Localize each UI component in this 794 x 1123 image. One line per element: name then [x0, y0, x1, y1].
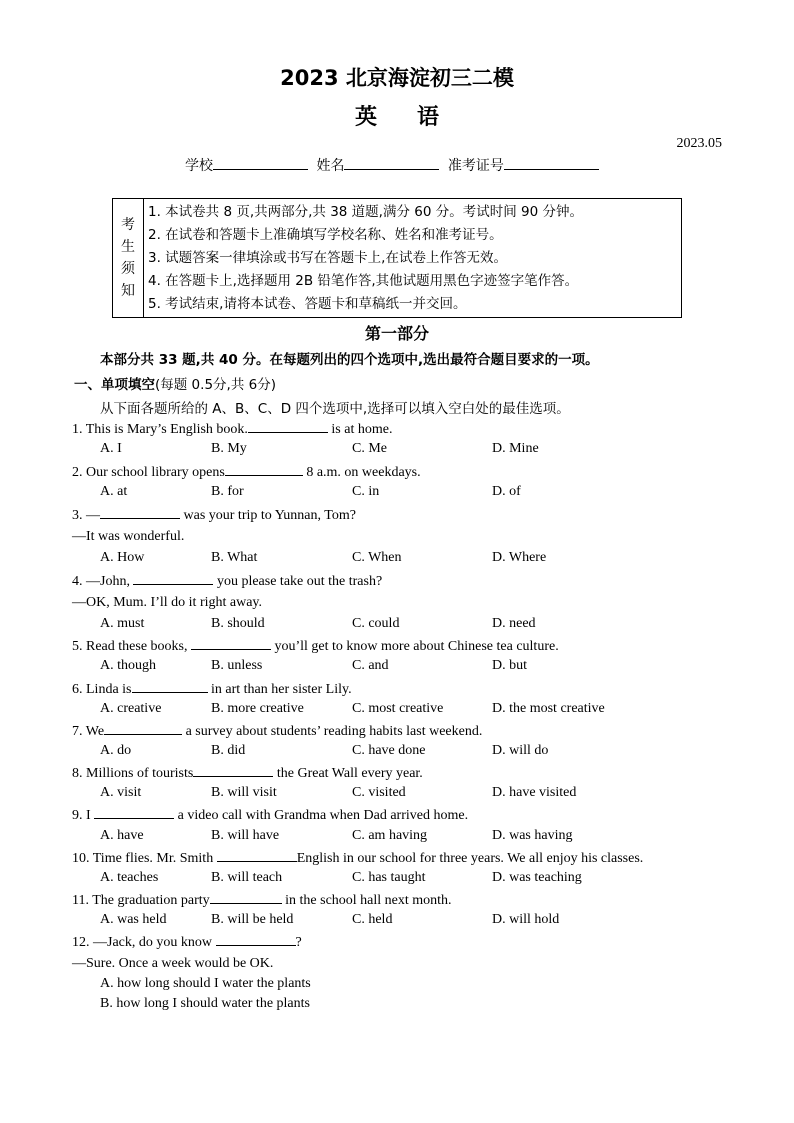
answer-blank [191, 637, 271, 650]
exam-date: 2023.05 [676, 136, 722, 151]
question-stem: 6. Linda is in art than her sister Lily. [72, 682, 352, 697]
answer-blank [216, 933, 296, 946]
notice-item: 1. 本试卷共 8 页,共两部分,共 38 道题,满分 60 分。考试时间 90 分钟。 [148, 204, 583, 220]
answer-option: C. have done [352, 743, 426, 758]
answer-blank [104, 722, 182, 735]
notice-items [144, 199, 681, 317]
answer-option: D. the most creative [492, 701, 605, 716]
question-stem: 8. Millions of tourists the Great Wall every year. [72, 766, 423, 781]
answer-option: A. was held [100, 912, 167, 927]
answer-option: A. How [100, 550, 145, 565]
answer-option: D. Mine [492, 441, 539, 456]
section-title: 一、单项填空(每题 0.5分,共 6分) [74, 377, 276, 393]
answer-option: D. will hold [492, 912, 560, 927]
answer-option: A. teaches [100, 870, 159, 885]
answer-option: B. more creative [211, 701, 304, 716]
answer-option: D. was having [492, 828, 573, 843]
part-intro: 本部分共 33 题,共 40 分。在每题列出的四个选项中,选出最符合题目要求的一项。 [100, 352, 599, 368]
notice-label: 考 生 须 知 [113, 199, 144, 317]
question-stem: 7. We a survey about students’ reading habits last weekend. [72, 724, 483, 739]
answer-blank [132, 680, 208, 693]
question-stem: 2. Our school library opens 8 a.m. on weekdays. [72, 465, 421, 480]
question-stem: 10. Time flies. Mr. Smith English in our school for three years. We all enjoy his classes. [72, 851, 644, 866]
answer-option: A. have [100, 828, 144, 843]
answer-option: B. will have [211, 828, 280, 843]
answer-option: B. will visit [211, 785, 277, 800]
answer-option: C. held [352, 912, 393, 927]
answer-option: C. When [352, 550, 402, 565]
notice-item: 4. 在答题卡上,选择题用 2B 铅笔作答,其他试题用黑色字迹签字笔作答。 [148, 273, 579, 289]
question-response: —It was wonderful. [72, 529, 185, 544]
answer-option: D. will do [492, 743, 549, 758]
answer-option: A. visit [100, 785, 142, 800]
answer-option: C. Me [352, 441, 387, 456]
question-response: —Sure. Once a week would be OK. [72, 956, 274, 971]
answer-blank [94, 806, 174, 819]
student-info-line [185, 155, 603, 175]
question-stem: 3. — was your trip to Yunnan, Tom? [72, 508, 356, 523]
answer-option: B. unless [211, 658, 263, 673]
answer-option: A. at [100, 484, 128, 499]
subject-title: 英语 [354, 105, 479, 130]
answer-option: B. will be held [211, 912, 294, 927]
notice-item: 2. 在试卷和答题卡上准确填写学校名称、姓名和准考证号。 [148, 227, 503, 243]
part-heading: 第一部分 [364, 324, 429, 343]
answer-blank [210, 891, 282, 904]
answer-option: A. creative [100, 701, 162, 716]
answer-option: D. have visited [492, 785, 577, 800]
answer-option: D. of [492, 484, 521, 499]
answer-option: D. Where [492, 550, 547, 565]
answer-option: A. I [100, 441, 122, 456]
answer-option: D. but [492, 658, 527, 673]
answer-option: B. What [211, 550, 258, 565]
exam-notice-box [112, 198, 682, 318]
answer-option: B. for [211, 484, 244, 499]
question-stem: 11. The graduation party in the school hall next month. [72, 893, 452, 908]
answer-option: C. in [352, 484, 380, 499]
answer-option: C. am having [352, 828, 428, 843]
question-stem: 5. Read these books, you’ll get to know more about Chinese tea culture. [72, 639, 559, 654]
school-blank [213, 155, 308, 170]
name-label: 姓名 [316, 158, 345, 174]
answer-option: B. how long I should water the plants [100, 996, 310, 1011]
answer-blank [225, 463, 303, 476]
answer-option: C. has taught [352, 870, 426, 885]
answer-option: D. need [492, 616, 536, 631]
notice-item: 3. 试题答案一律填涂或书写在答题卡上,在试卷上作答无效。 [148, 250, 507, 266]
answer-option: A. how long should I water the plants [100, 976, 311, 991]
answer-option: A. do [100, 743, 132, 758]
question-stem: 12. —Jack, do you know ? [72, 935, 302, 950]
answer-option: C. visited [352, 785, 406, 800]
answer-option: A. must [100, 616, 145, 631]
answer-blank [133, 572, 213, 585]
exam-title: 2023 北京海淀初三二模 [280, 66, 514, 90]
question-stem: 1. This is Mary’s English book. is at home. [72, 422, 393, 437]
answer-option: B. did [211, 743, 246, 758]
id-blank [504, 155, 599, 170]
answer-option: B. will teach [211, 870, 283, 885]
answer-blank [217, 849, 297, 862]
question-stem: 4. —John, you please take out the trash? [72, 574, 383, 589]
answer-blank [248, 420, 328, 433]
id-label: 准考证号 [447, 158, 504, 174]
school-label: 学校 [185, 158, 213, 174]
answer-option: B. My [211, 441, 247, 456]
answer-option: A. though [100, 658, 156, 673]
answer-option: C. and [352, 658, 389, 673]
section-instruction: 从下面各题所给的 A、B、C、D 四个选项中,选择可以填入空白处的最佳选项。 [100, 401, 570, 417]
answer-option: C. most creative [352, 701, 444, 716]
answer-blank [100, 506, 180, 519]
answer-option: B. should [211, 616, 265, 631]
question-response: —OK, Mum. I’ll do it right away. [72, 595, 263, 610]
name-blank [344, 155, 439, 170]
question-stem: 9. I a video call with Grandma when Dad arrived home. [72, 808, 469, 823]
notice-item: 5. 考试结束,请将本试卷、答题卡和草稿纸一并交回。 [148, 296, 467, 312]
answer-option: C. could [352, 616, 400, 631]
answer-option: D. was teaching [492, 870, 582, 885]
answer-blank [193, 764, 273, 777]
